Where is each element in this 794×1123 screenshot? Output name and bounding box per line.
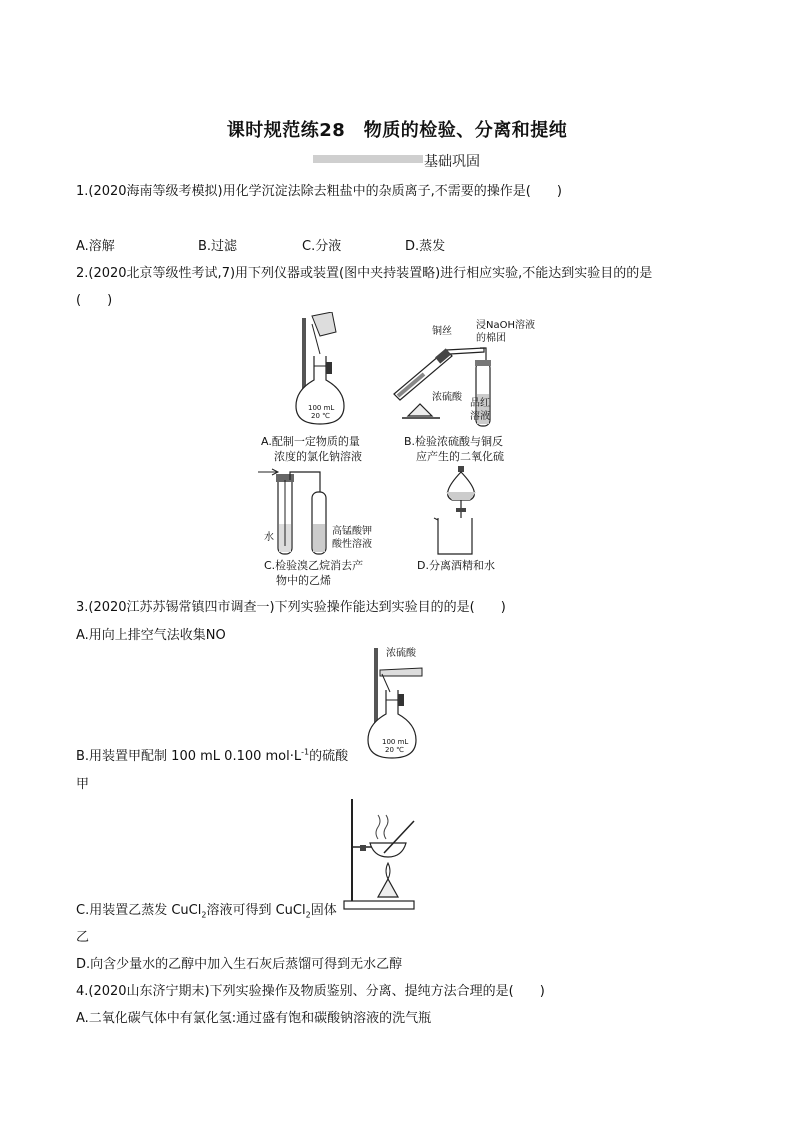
- section-bar: [313, 155, 423, 163]
- q3-stem: 3.(2020江苏苏锡常镇四市调查一)下列实验操作能达到实验目的的是( ): [76, 600, 506, 615]
- figure-c-caption-line-2: 物中的乙烯: [276, 574, 331, 587]
- page-title: 课时规范练28 物质的检验、分离和提纯: [226, 120, 568, 141]
- figure-b-label-acid: 浓硫酸: [432, 392, 462, 403]
- figure-b-label-red-2: 溶液: [470, 411, 490, 422]
- figure-b-caption-line-1: B.检验浓硫酸与铜反: [404, 435, 504, 448]
- q3-option-b: B.用装置甲配制 100 mL 0.100 $mol\cdot L^{-1}$的硫酸: [76, 747, 349, 764]
- figure-jia-flask-label-1: 100 mL: [382, 738, 409, 746]
- q4-stem: 4.(2020山东济宁期末)下列实验操作及物质鉴别、分离、提纯方法合理的是( ): [76, 984, 545, 999]
- figure-jia-flask-label-2: 20 ℃: [385, 746, 404, 754]
- q2-bracket: ( ): [76, 293, 113, 308]
- figure-a-flask-label-2: 20 ℃: [311, 412, 330, 420]
- figure-yi-evaporation-apparatus: [340, 795, 418, 915]
- q1-stem: 1.(2020海南等级考模拟)用化学沉淀法除去粗盐中的杂质离子,不需要的操作是( ): [76, 184, 562, 199]
- figure-b-label-cotton-1: 浸NaOH溶液: [476, 320, 535, 331]
- q1-option-a: A.溶解: [76, 239, 115, 254]
- figure-jia-label-acid: 浓硫酸: [386, 648, 416, 659]
- figure-d-caption: D.分离酒精和水: [417, 559, 495, 572]
- figure-c-test-tubes: [258, 466, 342, 558]
- q1-option-c: C.分液: [302, 239, 342, 254]
- figure-yi-name: 乙: [76, 930, 90, 945]
- figure-b-label-red-1: 品红: [470, 398, 490, 409]
- figure-d-separatory-funnel: [432, 466, 488, 558]
- figure-b-label-copper-wire: 铜丝: [432, 326, 452, 337]
- figure-c-label-kmno4-2: 酸性溶液: [332, 539, 372, 550]
- figure-c-label-kmno4-1: 高锰酸钾: [332, 526, 372, 537]
- figure-a-caption-line-2: 浓度的氯化钠溶液: [274, 450, 362, 463]
- figure-a-flask-label-1: 100 mL: [308, 404, 335, 412]
- figure-b-caption-line-2: 应产生的二氧化硫: [416, 450, 504, 463]
- q1-option-b: B.过滤: [198, 239, 238, 254]
- section-heading: 基础巩固: [424, 154, 480, 170]
- figure-b-label-cotton-2: 的棉团: [476, 333, 506, 344]
- q2-stem: 2.(2020北京等级性考试,7)用下列仪器或装置(图中夹持装置略)进行相应实验,不能达到实验目的的是: [76, 266, 653, 281]
- figure-a-caption-line-1: A.配制一定物质的量: [261, 435, 360, 448]
- q3-option-d: D.向含少量水的乙醇中加入生石灰后蒸馏可得到无水乙醇: [76, 957, 403, 972]
- figure-jia-name: 甲: [76, 777, 90, 792]
- q4-option-a: A.二氧化碳气体中有氯化氢:通过盛有饱和碳酸钠溶液的洗气瓶: [76, 1011, 432, 1026]
- q3-option-c: C.用装置乙蒸发 CuCl$_2$溶液可得到 CuCl$_2$固体: [76, 903, 337, 920]
- figure-c-label-water: 水: [264, 532, 274, 543]
- q1-option-d: D.蒸发: [405, 239, 446, 254]
- q3-option-a: A.用向上排空气法收集NO: [76, 628, 226, 643]
- figure-c-caption-line-1: C.检验溴乙烷消去产: [264, 559, 364, 572]
